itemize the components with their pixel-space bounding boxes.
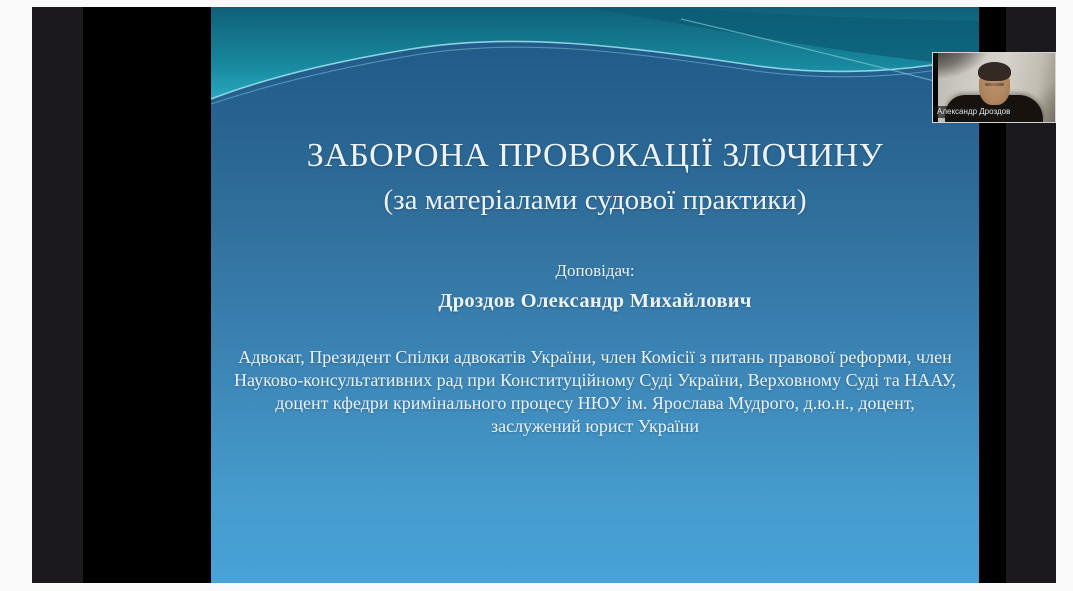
participant-name-label: Александр Дроздов (933, 106, 1014, 118)
webcam-thumbnail (932, 52, 1056, 123)
participant-hair (978, 62, 1011, 81)
slide-title-line1: ЗАБОРОНА ПРОВОКАЦІЇ ЗЛОЧИНУ (306, 137, 884, 174)
slide-title-line2: (за матеріалами судової практики) (383, 184, 807, 216)
presentation-slide (211, 7, 979, 583)
participant-face (985, 83, 1004, 86)
speaker-bio: Адвокат, Президент Спілки адвокатів України, член Комісії з питань правової реформи, член Науково-консультативних рад при Конституційному Суді України, Верховному Суді та НААУ, доцент кфедри кримінального процесу НЮУ ім. Ярослава Мудрого, д.ю.н., доцент, заслужений юрист України (234, 347, 956, 436)
video-player[interactable] (32, 7, 1056, 583)
slide-content (211, 7, 979, 583)
speaker-name: Дроздов Олександр Михайлович (438, 290, 752, 312)
video-frame[interactable] (83, 7, 1006, 583)
speaker-label: Доповідач: (555, 261, 635, 280)
participant-head (979, 65, 1010, 105)
